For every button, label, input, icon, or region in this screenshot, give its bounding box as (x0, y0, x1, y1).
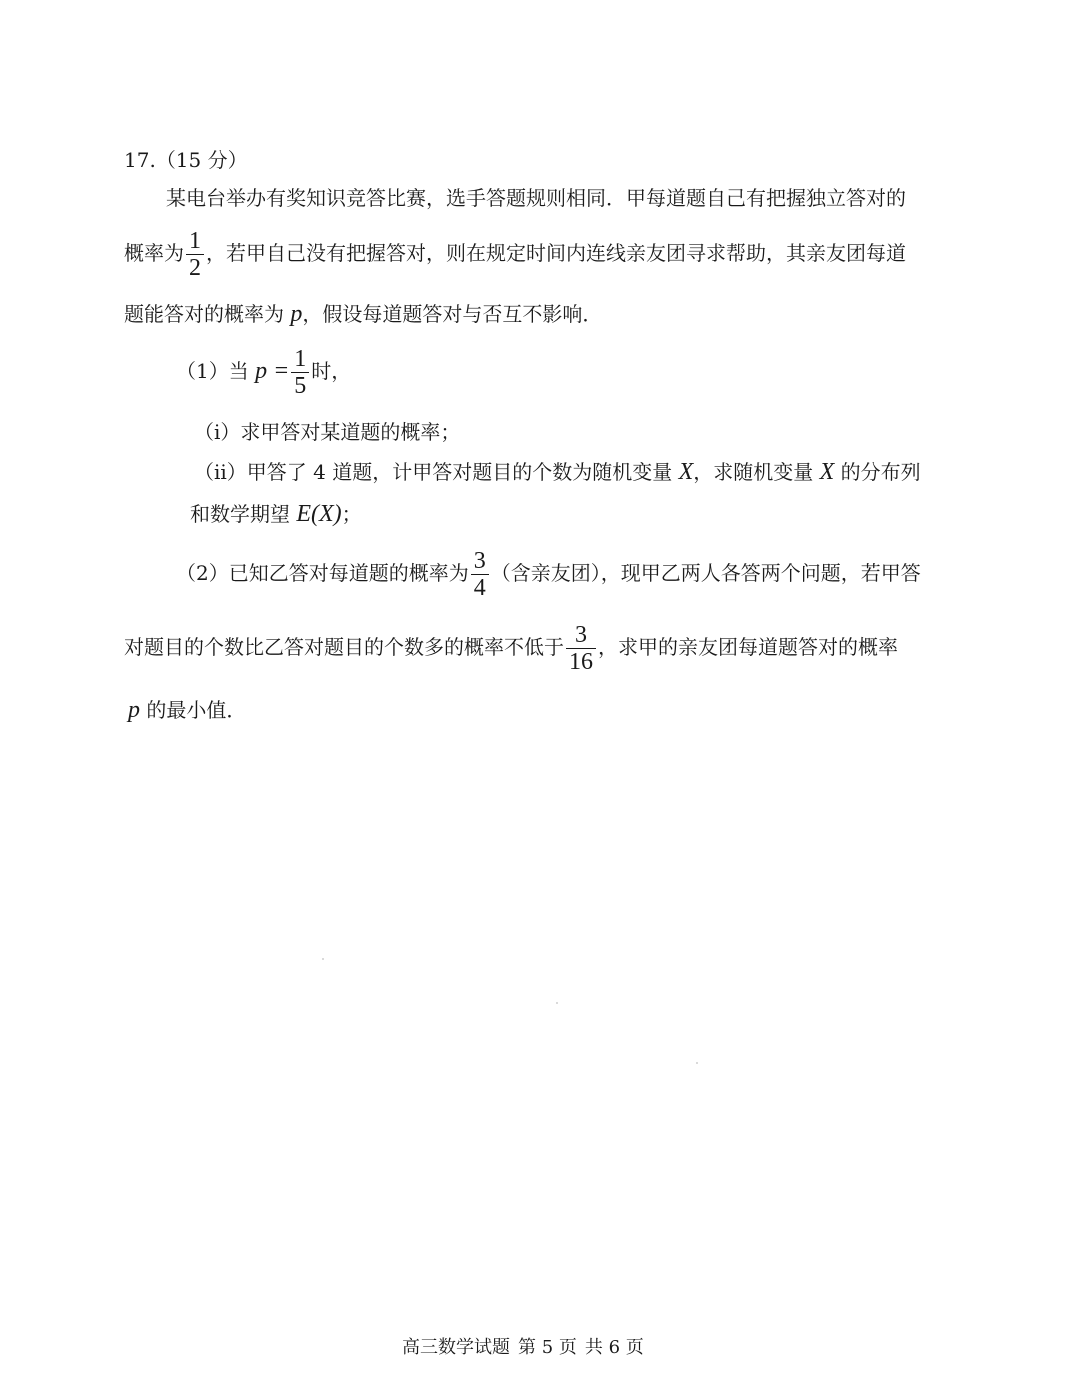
footer-page-number: 第 5 页 (518, 1337, 577, 1358)
question-header (124, 146, 248, 174)
fraction-three-sixteenths: $\frac{3}{16}$ (566, 622, 596, 675)
part-2-line-2: 对题目的个数比乙答对题目的个数多的概率不低于 $\frac{3}{16}$ ，求甲的亲友团每道题答对的概率 (124, 622, 898, 675)
expectation-expression: E(X) (296, 501, 342, 527)
fraction-one-fifth: $\frac{1}{5}$ (291, 346, 309, 399)
scan-speck (322, 958, 324, 960)
page-footer (402, 1336, 652, 1360)
part-2-line-3: p 的最小值． (128, 697, 247, 723)
variable-x: X (819, 459, 835, 485)
question-number: 17. (124, 148, 156, 172)
variable-x: X (678, 459, 694, 485)
variable-p: p (128, 697, 140, 723)
stem-line-2: 概率为 $\frac{1}{2}$ ，若甲自己没有把握答对，则在规定时间内连线亲友团寻求帮助，其亲友团每道 (124, 228, 906, 281)
part-1-sub-ii-line-2: 和数学期望 E(X)； (190, 501, 362, 527)
fraction-three-quarters: $\frac{3}{4}$ (471, 548, 489, 601)
part-1-sub-ii-line-1: （ii）甲答了 4 道题，计甲答对题目的个数为随机变量 X，求随机变量 X 的分布列 (194, 459, 921, 485)
fraction-one-half: $\frac{1}{2}$ (186, 228, 204, 281)
expression-p-equals: p = (255, 358, 290, 384)
question-points: （15 分） (155, 148, 248, 172)
scan-speck (556, 1002, 558, 1004)
stem-line-1: 某电台举办有奖知识竞答比赛，选手答题规则相同．甲每道题自己有把握独立答对的 (166, 186, 906, 210)
part-1-sub-i: （i）求甲答对某道题的概率； (194, 420, 461, 444)
part-1-header: （1）当 p = $\frac{1}{5}$ 时， (176, 346, 352, 399)
footer-subject: 高三数学试题 (402, 1337, 510, 1358)
footer-total-pages: 共 6 页 (584, 1337, 644, 1358)
part-2-line-1: （2）已知乙答对每道题的概率为 $\frac{3}{4}$ （含亲友团），现甲乙两人各答两个问题，若甲答 (176, 548, 921, 601)
variable-p: p (290, 301, 303, 327)
scan-speck (696, 1062, 698, 1064)
stem-line-3: 题能答对的概率为 p，假设每道题答对与否互不影响． (124, 301, 603, 327)
